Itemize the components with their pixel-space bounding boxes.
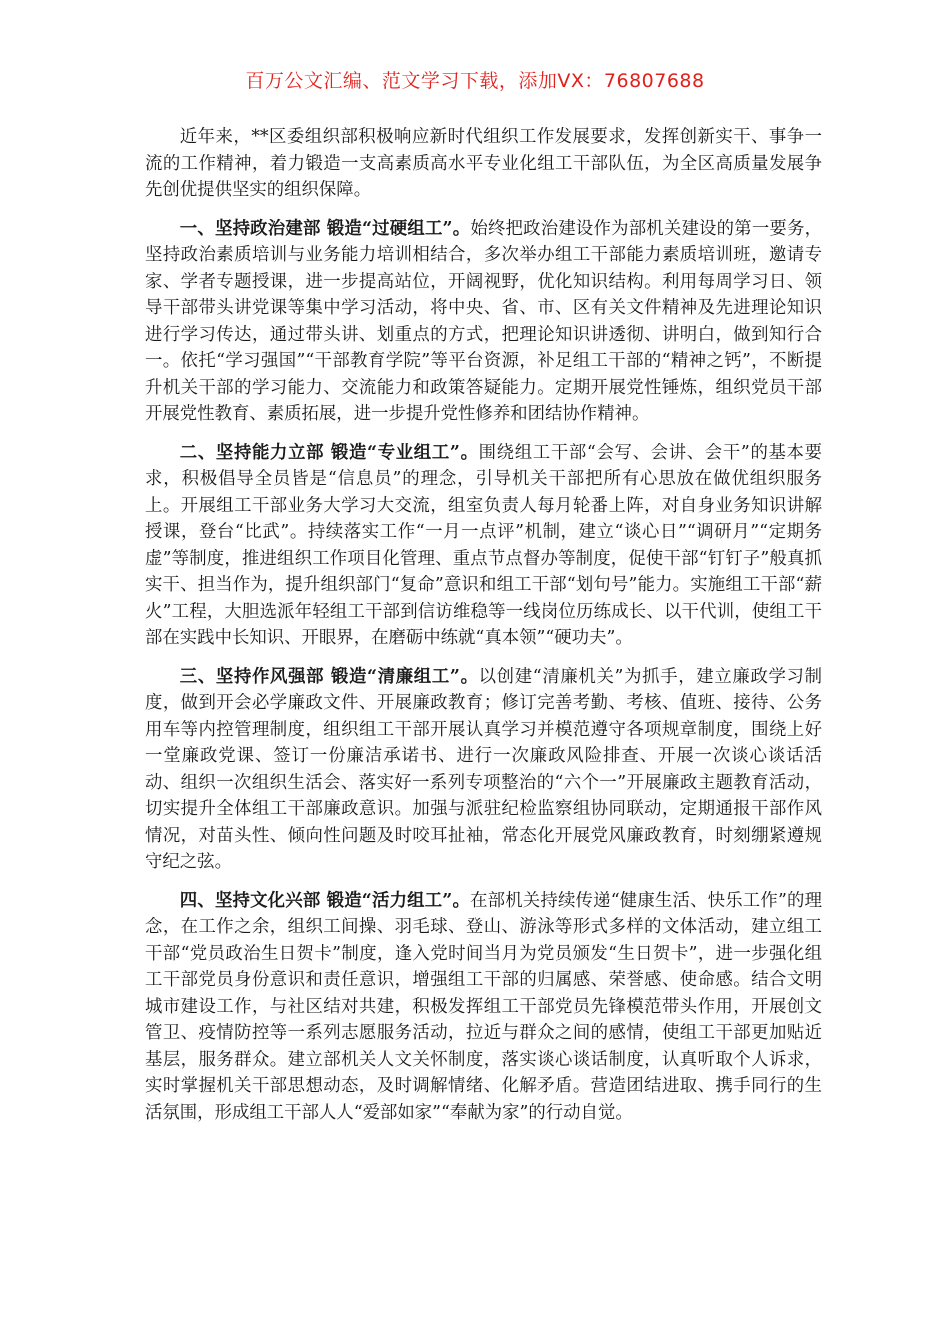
section-paragraph-2 [145,440,822,652]
section-text-1: 始终把政治建设作为部机关建设的第一要务，坚持政治素质培训与业务能力培训相结合，多次举办组工干部能力素质培训班，邀请专家、学者专题授课，进一步提高站位，开阔视野，优化知识结构。利用每周学习日、领导干部带头讲党课等集中学习活动，将中央、省、市、区有关文件精神及先进理论知识进行学习传达，通过带头讲、划重点的方式，把理论知识讲透彻、讲明白，做到知行合一。依托“学习强国”“干部教育学院”等平台资源，补足组工干部的“精神之钙”，不断提升机关干部的学习能力、交流能力和政策答疑能力。定期开展党性锤炼，组织党员干部开展党性教育、素质拓展，进一步提升党性修养和团结协作精神。 [145,218,823,424]
section-text-2: 围绕组工干部“会写、会讲、会干”的基本要求，积极倡导全员皆是“信息员”的理念，引导机关干部把所有心思放在做优组织服务上。开展组工干部业务大学习大交流，组室负责人每月轮番上阵，对自身业务知识讲解授课，登台“比武”。持续落实工作“一月一点评”机制，建立“谈心日”“调研月”“定期务虚”等制度，推进组织工作项目化管理、重点节点督办等制度，促使干部“钉钉子”般真抓实干、担当作为，提升组织部门“复命”意识和组工干部“划句号”能力。实施组工干部“薪火”工程，大胆选派年轻组工干部到信访维稳等一线岗位历练成长、以干代训，使组工干部在实践中长知识、开眼界，在磨砺中练就“真本领”“硬功夫”。 [145,442,822,648]
section-paragraph-4 [145,888,822,1127]
intro-paragraph: 近年来，**区委组织部积极响应新时代组织工作发展要求，发挥创新实干、事争一流的工作精神，着力锻造一支高素质高水平专业化组工干部队伍，为全区高质量发展争先创优提供坚实的组织保障。 [145,127,822,200]
section-heading-2: 二、坚持能力立部 锻造“专业组工”。 [179,442,479,463]
section-paragraph-3 [145,664,822,876]
section-heading-3: 三、坚持作风强部 锻造“清廉组工”。 [179,666,479,687]
header-banner: 百万公文汇编、范文学习下载，添加VX：76807688 [245,70,705,92]
section-text-4: 在部机关持续传递“健康生活、快乐工作”的理念，在工作之余，组织工间操、羽毛球、登山、游泳等形式多样的文体活动，建立组工干部“党员政治生日贺卡”制度，逢入党时间当月为党员颁发“生日贺卡”，进一步强化组工干部党员身份意识和责任意识，增强组工干部的归属感、荣誉感、使命感。结合文明城市建设工作，与社区结对共建，积极发挥组工干部党员先锋模范带头作用，开展创文管卫、疫情防控等一系列志愿服务活动，拉近与群众之间的感情，使组工干部更加贴近基层，服务群众。建立部机关人文关怀制度，落实谈心谈话制度，认真听取个人诉求，实时掌握机关干部思想动态，及时调解情绪、化解矛盾。营造团结进取、携手同行的生活氛围，形成组工干部人人“爱部如家”“奉献为家”的行动自觉。 [145,890,823,1123]
section-heading-1: 一、坚持政治建部 锻造“过硬组工”。 [179,218,471,239]
section-text-3: 以创建“清廉机关”为抓手，建立廉政学习制度，做到开会必学廉政文件、开展廉政教育；修订完善考勤、考核、值班、接待、公务用车等内控管理制度，组织组工干部开展认真学习并模范遵守各项规章制度，围绕上好一堂廉政党课、签订一份廉洁承诺书、进行一次廉政风险排查、开展一次谈心谈话活动、组织一次组织生活会、落实好一系列专项整治的“六个一”开展廉政主题教育活动，切实提升全体组工干部廉政意识。加强与派驻纪检监察组协同联动，定期通报干部作风情况，对苗头性、倾向性问题及时咬耳扯袖，常态化开展党风廉政教育，时刻绷紧遵规守纪之弦。 [145,666,822,872]
document-body [145,124,822,1138]
section-paragraph-1 [145,216,822,428]
section-heading-4: 四、坚持文化兴部 锻造“活力组工”。 [179,890,471,911]
